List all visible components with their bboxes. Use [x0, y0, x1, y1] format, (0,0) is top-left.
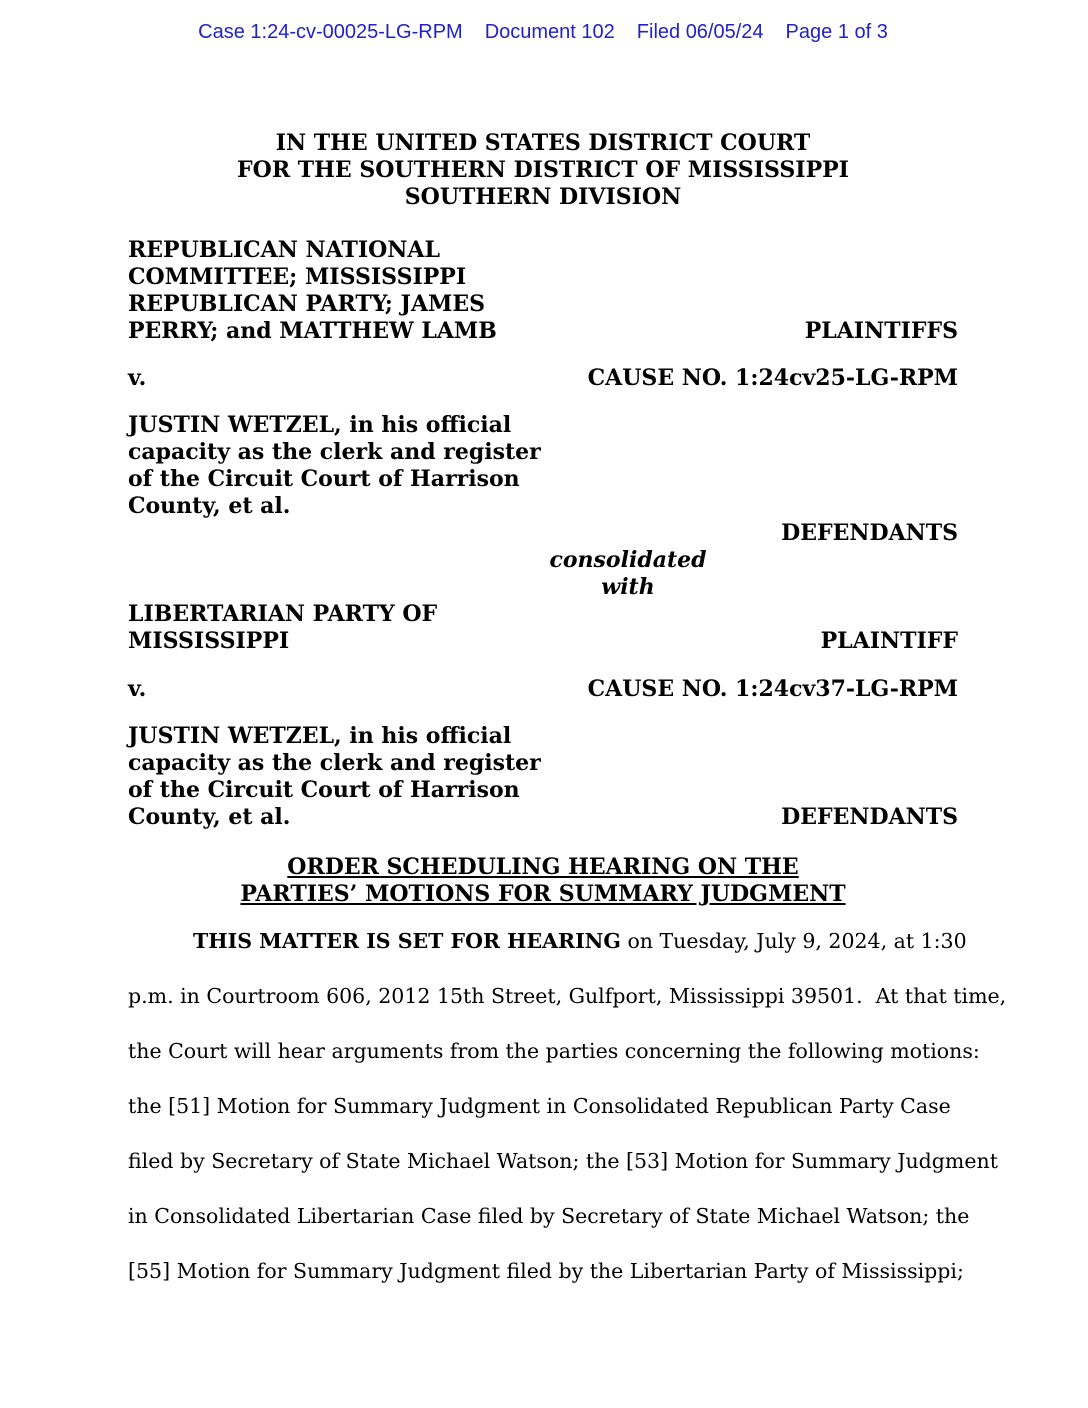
cause-number: CAUSE NO. 1:24cv25-LG-RPM [587, 365, 958, 391]
pacer-stamp-header [128, 20, 958, 44]
plaintiffs-row [128, 601, 958, 655]
versus-row [128, 676, 958, 703]
caption-line: of the Circuit Court of Harrison [128, 466, 520, 492]
caption-line: County, et al. [128, 493, 291, 519]
consolidated-with-note [213, 547, 1043, 601]
case-number-stamp: Case 1:24-cv-00025-LG-RPM [198, 21, 463, 43]
consolidated-line: with [601, 574, 655, 600]
defendants-row [128, 723, 958, 831]
order-body [128, 914, 1007, 1299]
caption-line: capacity as the clerk and register [128, 439, 541, 465]
court-title-line: SOUTHERN DIVISION [404, 184, 682, 210]
body-line: in Consolidated Libertarian Case filed by Secretary of State Michael Watson; the [128, 1204, 970, 1228]
body-lead-phrase: THIS MATTER IS SET FOR HEARING [193, 929, 621, 953]
filed-date-stamp: Filed 06/05/24 [636, 21, 764, 43]
body-line: p.m. in Courtroom 606, 2012 15th Street, Gulfport, Mississippi 39501. At that time, [128, 984, 1007, 1008]
body-line: the Court will hear arguments from the parties concerning the following motions: [128, 1039, 980, 1063]
court-title-line: FOR THE SOUTHERN DISTRICT OF MISSISSIPPI [237, 157, 849, 183]
order-title [128, 854, 958, 908]
defendant-names [128, 723, 541, 831]
body-line: [55] Motion for Summary Judgment filed by the Libertarian Party of Mississippi; [128, 1259, 964, 1283]
body-line-text: on Tuesday, July 9, 2024, at 1:30 [620, 929, 967, 953]
versus-row [128, 365, 958, 392]
caption-line: County, et al. [128, 804, 291, 830]
caption-line: COMMITTEE; MISSISSIPPI [128, 264, 467, 290]
caption-line: capacity as the clerk and register [128, 750, 541, 776]
defendant-names [128, 412, 958, 520]
caption-line: JUSTIN WETZEL, in his official [128, 412, 512, 438]
order-title-line: ORDER SCHEDULING HEARING ON THE [287, 854, 799, 880]
body-line [128, 914, 967, 969]
cause-number: CAUSE NO. 1:24cv37-LG-RPM [587, 676, 958, 702]
versus-label: v. [128, 365, 147, 391]
party-role-label: PLAINTIFFS [804, 318, 958, 344]
body-line: the [51] Motion for Summary Judgment in Consolidated Republican Party Case [128, 1094, 951, 1118]
party-role-label: DEFENDANTS [781, 804, 958, 830]
caption-line: of the Circuit Court of Harrison [128, 777, 520, 803]
caption-line: REPUBLICAN PARTY; JAMES [128, 291, 486, 317]
plaintiff-names [128, 601, 437, 655]
page-number-stamp: Page 1 of 3 [785, 21, 888, 43]
document-number-stamp: Document 102 [484, 21, 615, 43]
body-line: filed by Secretary of State Michael Watson; the [53] Motion for Summary Judgment [128, 1149, 998, 1173]
caption-republican-case [128, 237, 958, 547]
plaintiff-names [128, 237, 497, 345]
caption-line: LIBERTARIAN PARTY OF [128, 601, 438, 627]
court-title [128, 130, 958, 211]
court-title-line: IN THE UNITED STATES DISTRICT COURT [275, 130, 811, 156]
versus-label: v. [128, 676, 147, 702]
caption-line: PERRY; and MATTHEW LAMB [128, 318, 497, 344]
party-role-label: DEFENDANTS [781, 520, 958, 546]
plaintiffs-row [128, 237, 958, 345]
caption-libertarian-case [128, 601, 958, 831]
party-role-label: PLAINTIFF [820, 628, 958, 654]
order-title-line: PARTIES’ MOTIONS FOR SUMMARY JUDGMENT [240, 881, 846, 907]
caption-line: MISSISSIPPI [128, 628, 290, 654]
caption-line: JUSTIN WETZEL, in his official [128, 723, 512, 749]
consolidated-line: consolidated [549, 547, 707, 573]
caption-line: REPUBLICAN NATIONAL [128, 237, 440, 263]
